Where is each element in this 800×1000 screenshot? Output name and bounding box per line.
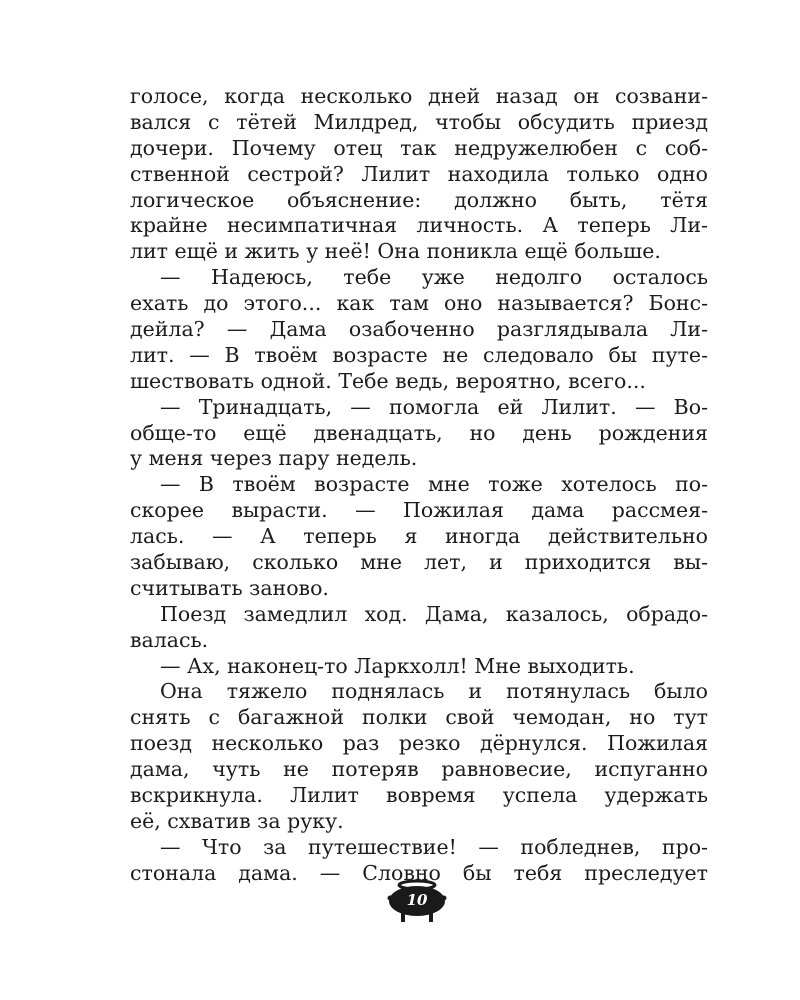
text-line: дама, чуть не потеряв равновесие, испуганно [130, 757, 708, 782]
text-line: вскрикнула. Лилит вовремя успела удержать [130, 783, 708, 808]
text-line: обще-то ещё двенадцать, но день рождения [130, 420, 708, 445]
text-line: — Тринадцать, — помогла ей Лилит. — Во- [160, 394, 708, 419]
body-text [130, 84, 708, 887]
text-line: дочери. Почему отец так недружелюбен с соб- [130, 135, 708, 160]
page-number-badge [387, 878, 447, 926]
text-line: шествовать одной. Тебе ведь, вероятно, всего... [130, 368, 646, 393]
text-line: валась. [130, 627, 209, 652]
text-line: — Надеюсь, тебе уже недолго осталось [160, 265, 708, 290]
text-line: логическое объяснение: должно быть, тётя [130, 187, 708, 212]
text-line: у меня через пару недель. [130, 446, 418, 471]
text-line: — Ах, наконец-то Ларкхолл! Мне выходить. [160, 653, 635, 678]
text-line: голосе, когда несколько дней назад он созвани- [130, 84, 708, 108]
text-line: скорее вырасти. — Пожилая дама рассмея- [130, 498, 708, 523]
text-line: ехать до этого... как там оно называется? Бонс- [130, 291, 708, 316]
page-number: 10 [406, 891, 428, 909]
text-line: лит. — В твоём возрасте не следовало бы путе- [130, 342, 708, 367]
text-line: дейла? — Дама озабоченно разглядывала Ли- [130, 317, 708, 342]
text-line: ственной сестрой? Лилит находила только одно [130, 161, 708, 186]
text-line: поезд несколько раз резко дёрнулся. Пожилая [130, 731, 708, 756]
text-line: лит ещё и жить у неё! Она поникла ещё больше. [130, 239, 661, 264]
text-line: считывать заново. [130, 575, 329, 600]
text-line: крайне несимпатичная личность. А теперь Ли- [130, 213, 708, 238]
text-line: её, схватив за руку. [130, 808, 344, 833]
text-line: — Что за путешествие! — побледнев, про- [160, 834, 708, 859]
text-line: Поезд замедлил ход. Дама, казалось, обрадо- [160, 601, 708, 626]
text-line: снять с багажной полки свой чемодан, но тут [130, 705, 708, 730]
text-line: вался с тётей Милдред, чтобы обсудить приезд [130, 109, 708, 134]
text-line: Она тяжело поднялась и потянулась было [160, 679, 708, 704]
text-line: стонала дама. — Словно бы тебя преследует [130, 860, 708, 885]
text-line: забываю, сколько мне лет, и приходится вы- [130, 550, 708, 575]
text-line: лась. — А теперь я иногда действительно [130, 524, 708, 549]
text-line: — В твоём возрасте мне тоже хотелось по- [160, 472, 708, 497]
